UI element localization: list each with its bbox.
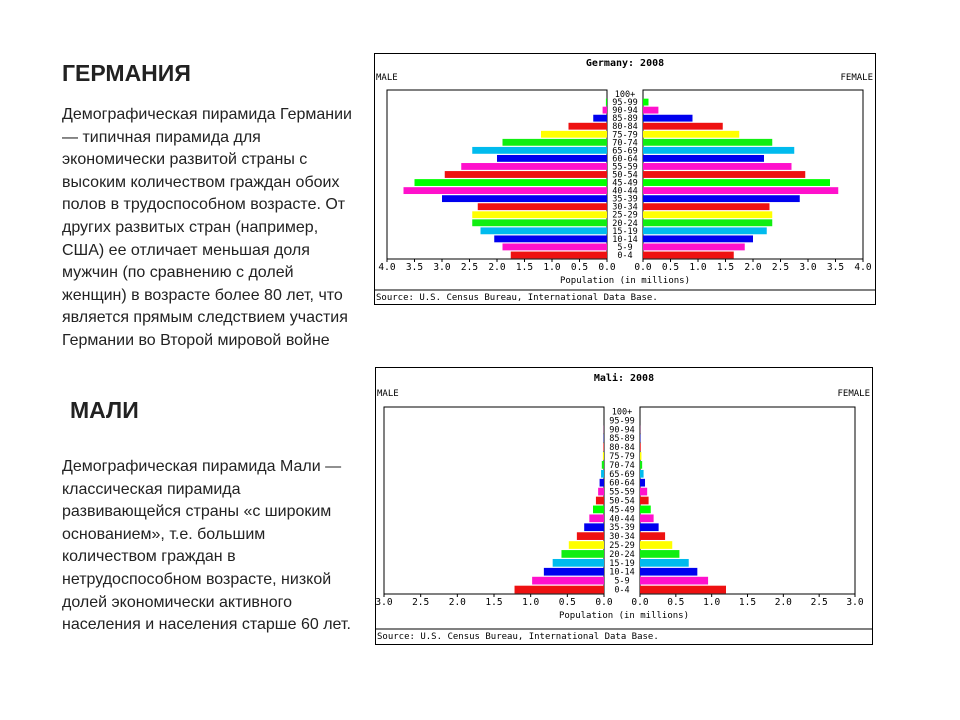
male-tick-label: 1.5 — [515, 262, 534, 273]
age-label: 65-69 — [612, 146, 638, 157]
male-bar-35-39 — [584, 523, 604, 531]
female-tick-label: 1.0 — [689, 262, 707, 273]
male-bar-65-69 — [601, 470, 604, 478]
female-tick-label: 0.0 — [634, 262, 652, 273]
age-label: 80-84 — [609, 443, 635, 454]
male-bar-50-54 — [445, 171, 607, 178]
male-bar-70-74 — [602, 461, 604, 469]
male-bar-90-94 — [603, 107, 607, 114]
male-bar-60-64 — [600, 479, 604, 487]
female-tick-label: 2.5 — [771, 262, 790, 273]
female-bar-35-39 — [640, 523, 659, 531]
age-label: 25-29 — [612, 210, 638, 221]
female-tick-label: 4.0 — [854, 262, 872, 273]
x-axis-label: Population (in millions) — [558, 611, 690, 621]
mali-population-pyramid — [375, 367, 873, 645]
age-label: 70-74 — [609, 460, 635, 471]
female-bar-10-14 — [643, 235, 753, 242]
age-label: 85-89 — [612, 114, 638, 125]
age-label: 85-89 — [609, 434, 635, 445]
male-bar-10-14 — [544, 568, 604, 576]
age-label: 20-24 — [609, 549, 635, 560]
male-bar-25-29 — [472, 211, 607, 218]
age-label: 0-4 — [617, 250, 633, 261]
female-tick-label: 0.0 — [631, 597, 649, 608]
female-bar-0-4 — [640, 586, 726, 594]
male-bar-30-34 — [577, 532, 604, 540]
age-label: 50-54 — [612, 170, 638, 181]
chart-title: Germany: 2008 — [585, 58, 665, 69]
female-tick-label: 3.5 — [826, 262, 845, 273]
age-label: 75-79 — [612, 130, 638, 141]
male-bar-25-29 — [569, 541, 604, 549]
male-bar-10-14 — [494, 235, 607, 242]
female-bar-0-4 — [643, 252, 734, 259]
male-bar-60-64 — [497, 155, 607, 162]
female-bar-20-24 — [640, 550, 679, 558]
x-axis-label: Population (in millions) — [559, 276, 691, 286]
age-label: 30-34 — [612, 202, 638, 213]
age-label: 40-44 — [609, 514, 635, 525]
male-bar-95-99 — [606, 99, 607, 106]
female-bar-60-64 — [640, 479, 645, 487]
age-label: 0-4 — [614, 585, 630, 596]
age-label: 45-49 — [612, 178, 638, 189]
female-bar-45-49 — [640, 506, 651, 514]
female-tick-label: 3.0 — [846, 597, 864, 608]
age-label: 10-14 — [612, 234, 638, 245]
female-bar-25-29 — [640, 541, 672, 549]
age-label: 95-99 — [609, 416, 635, 427]
age-label: 100+ — [614, 90, 636, 101]
male-tick-label: 4.0 — [378, 262, 396, 273]
age-label: 5-9 — [614, 576, 630, 587]
male-bar-5-9 — [532, 577, 604, 585]
age-label: 20-24 — [612, 218, 638, 229]
male-tick-label: 2.5 — [460, 262, 479, 273]
female-tick-label: 0.5 — [667, 597, 685, 608]
male-bar-15-19 — [553, 559, 604, 567]
age-label: 70-74 — [612, 138, 638, 149]
male-tick-label: 3.5 — [405, 262, 424, 273]
age-label: 80-84 — [612, 122, 638, 133]
female-bar-10-14 — [640, 568, 697, 576]
female-bar-60-64 — [643, 155, 764, 162]
male-label: MALE — [376, 73, 398, 83]
female-bar-20-24 — [643, 219, 772, 226]
male-bar-55-59 — [598, 488, 604, 496]
germany-population-pyramid — [374, 53, 876, 305]
mali-description: Демографическая пирамида Мали — классическая пирамида развивающейся страны «с широким основанием», т.е. большим количеством граждан в нетрудоспособном возрасте, низкой долей экономически активного населения и населения старше 60 лет. — [62, 458, 351, 634]
female-bar-55-59 — [643, 163, 792, 170]
male-tick-label: 0.5 — [570, 262, 589, 273]
male-bar-80-84 — [569, 123, 608, 130]
male-bar-40-44 — [404, 187, 608, 194]
male-bar-75-79 — [603, 452, 604, 460]
female-bar-40-44 — [640, 514, 654, 522]
age-label: 60-64 — [609, 478, 635, 489]
age-label: 50-54 — [609, 496, 635, 507]
female-bar-65-69 — [640, 470, 644, 478]
age-label: 15-19 — [609, 558, 635, 569]
female-bar-30-34 — [643, 203, 770, 210]
male-tick-label: 1.0 — [522, 597, 540, 608]
age-label: 35-39 — [609, 523, 635, 534]
female-bar-65-69 — [643, 147, 794, 154]
female-bar-25-29 — [643, 211, 772, 218]
female-bar-50-54 — [640, 497, 649, 505]
female-bar-45-49 — [643, 179, 830, 186]
mali-heading: МАЛИ — [70, 397, 139, 423]
female-bar-75-79 — [643, 131, 739, 138]
age-label: 95-99 — [612, 98, 638, 109]
male-bar-40-44 — [589, 514, 604, 522]
female-bar-40-44 — [643, 187, 838, 194]
female-tick-label: 2.0 — [774, 597, 792, 608]
age-label: 90-94 — [609, 425, 635, 436]
male-bar-30-34 — [478, 203, 607, 210]
female-tick-label: 1.5 — [716, 262, 735, 273]
male-bar-20-24 — [472, 219, 607, 226]
female-bar-30-34 — [640, 532, 665, 540]
age-label: 25-29 — [609, 541, 635, 552]
female-tick-label: 1.0 — [703, 597, 721, 608]
male-bar-85-89 — [593, 115, 607, 122]
female-bar-70-74 — [643, 139, 772, 146]
female-bar-5-9 — [640, 577, 708, 585]
female-tick-label: 0.5 — [661, 262, 680, 273]
female-label: FEMALE — [840, 73, 873, 83]
germany-heading: ГЕРМАНИЯ — [62, 60, 191, 86]
male-bar-50-54 — [596, 497, 604, 505]
female-bar-95-99 — [643, 99, 649, 106]
female-label: FEMALE — [837, 389, 870, 399]
male-bar-35-39 — [442, 195, 607, 202]
age-label: 60-64 — [612, 154, 638, 165]
male-bar-55-59 — [461, 163, 607, 170]
age-label: 100+ — [611, 407, 633, 418]
female-tick-label: 2.5 — [810, 597, 828, 608]
chart-title: Mali: 2008 — [593, 373, 655, 384]
age-label: 65-69 — [609, 469, 635, 480]
male-bar-80-84 — [603, 443, 604, 451]
age-label: 5-9 — [617, 242, 633, 253]
female-bar-15-19 — [643, 227, 767, 234]
age-label: 75-79 — [609, 451, 635, 462]
male-tick-label: 2.0 — [448, 597, 466, 608]
male-bar-70-74 — [503, 139, 608, 146]
male-bar-5-9 — [503, 244, 608, 251]
male-tick-label: 2.5 — [412, 597, 430, 608]
male-bar-45-49 — [415, 179, 608, 186]
female-bar-5-9 — [643, 244, 745, 251]
age-label: 15-19 — [612, 226, 638, 237]
male-tick-label: 2.0 — [488, 262, 506, 273]
male-bar-45-49 — [593, 506, 604, 514]
male-bar-20-24 — [561, 550, 604, 558]
male-tick-label: 1.0 — [543, 262, 561, 273]
age-label: 35-39 — [612, 194, 638, 205]
male-bar-15-19 — [481, 227, 608, 234]
male-bar-75-79 — [541, 131, 607, 138]
female-bar-90-94 — [643, 107, 658, 114]
female-bar-55-59 — [640, 488, 647, 496]
female-bar-35-39 — [643, 195, 800, 202]
female-bar-75-79 — [640, 452, 641, 460]
male-tick-label: 0.0 — [598, 262, 616, 273]
male-tick-label: 0.0 — [595, 597, 613, 608]
male-tick-label: 0.5 — [558, 597, 576, 608]
male-tick-label: 3.0 — [375, 597, 393, 608]
age-label: 10-14 — [609, 567, 635, 578]
male-label: MALE — [377, 389, 399, 399]
female-bar-85-89 — [643, 115, 693, 122]
germany-description: Демографическая пирамида Германии — типичная пирамида для экономически развитой страны с высоким количеством граждан обоих полов в трудоспособном возрасте. От других развитых стран (например, США) ее отличает меньшая доля мужчин (по сравнению с долей женщин) в возрасте более 80 лет, что является прямым следствием участия Германии во Второй мировой войне — [62, 106, 352, 349]
age-label: 30-34 — [609, 532, 635, 543]
female-bar-50-54 — [643, 171, 805, 178]
male-bar-0-4 — [515, 586, 604, 594]
female-bar-80-84 — [640, 443, 641, 451]
age-label: 55-59 — [609, 487, 635, 498]
source-note: Source: U.S. Census Bureau, International Data Base. — [376, 293, 658, 303]
source-note: Source: U.S. Census Bureau, International Data Base. — [377, 632, 659, 642]
male-bar-65-69 — [472, 147, 607, 154]
male-tick-label: 3.0 — [433, 262, 451, 273]
age-label: 45-49 — [609, 505, 635, 516]
female-tick-label: 3.0 — [799, 262, 817, 273]
female-bar-80-84 — [643, 123, 723, 130]
age-label: 90-94 — [612, 106, 638, 117]
male-bar-0-4 — [511, 252, 607, 259]
age-label: 40-44 — [612, 186, 638, 197]
female-bar-70-74 — [640, 461, 642, 469]
female-tick-label: 2.0 — [744, 262, 762, 273]
male-tick-label: 1.5 — [485, 597, 503, 608]
female-tick-label: 1.5 — [738, 597, 757, 608]
female-bar-15-19 — [640, 559, 689, 567]
age-label: 55-59 — [612, 162, 638, 173]
